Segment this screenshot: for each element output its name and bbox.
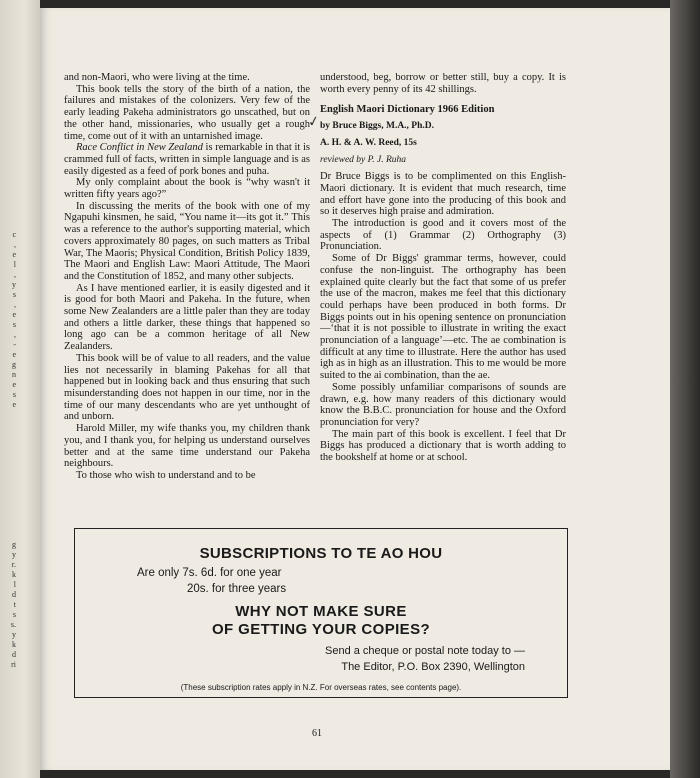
paragraph: My only complaint about the book is “why wasn't it written fifty years ago?”	[64, 177, 310, 201]
call-to-action-line-1: WHY NOT MAKE SURE	[235, 603, 407, 620]
paragraph: This book will be of value to all readers, and the value lies not necessarily in blaming Pakehas for all that happened but in looking back and thus ensuring that such misunderstanding does not happen in our time, nor in the time of our many descendants who are yet unthought of and unborn.	[64, 352, 310, 423]
review-author: by Bruce Biggs, M.A., Ph.D.	[320, 121, 434, 132]
reviewer-credit: reviewed by P. J. Ruha	[320, 154, 407, 165]
margin-letter: g	[12, 360, 16, 369]
bottom-margin-letters	[4, 540, 16, 670]
margin-letter: l	[13, 260, 16, 269]
margin-letter: s	[12, 290, 16, 299]
margin-letter: y	[12, 280, 16, 289]
margin-letter: ,	[14, 240, 16, 249]
paragraph-text: is remarkable in that it is crammed full of facts, written in simple language and is as easily digested as a feed of pork bones and puha.	[64, 142, 310, 177]
pencil-tick-mark: ✓	[306, 114, 321, 131]
price-one-year: Are only 7s. 6d. for one year	[137, 567, 282, 579]
margin-letter: y	[12, 550, 16, 559]
call-to-action-line-2: OF GETTING YOUR COPIES?	[211, 621, 431, 638]
margin-letter: c	[12, 230, 16, 239]
page-number: 61	[312, 728, 322, 739]
margin-letter: l	[13, 580, 16, 589]
margin-letter: n	[12, 370, 16, 379]
margin-letter: s	[12, 320, 16, 329]
paragraph: understood, beg, borrow or better still, buy a copy. It is worth every penny of its 42 shillings.	[320, 72, 566, 95]
paragraph: This book tells the story of the birth of a nation, the failures and mistakes of the colonizers. Very few of the early leading Pakeha administrators go unscathed, but on the other hand, missionaries, who usually get a rough time, come out of it with an untarnished image.	[64, 83, 310, 142]
margin-letter: e	[12, 380, 16, 389]
right-column	[320, 72, 566, 464]
paragraph: To those who wish to understand and to be	[76, 469, 256, 481]
margin-letter: e	[12, 350, 16, 359]
paragraph: In discussing the merits of the book with one of my Ngapuhi kinsmen, he said, “You name it—its got it.” This was a reference to the author's supporting material, which covers approximately 80 pages, on such matters as Tribal War, The Maoris; Physical Condition, British Policy 1839, The Maori and English Law: Maori Attitude, The Maori and the Constitution of 1852, and many other subjects.	[64, 200, 310, 282]
page-binding-edge	[0, 0, 40, 778]
send-instructions: Send a cheque or postal note today to —	[325, 645, 525, 657]
paragraph: The main part of this book is excellent. I feel that Dr Biggs has produced a dictionary that is worth adding to the bookshelf at home or at school.	[320, 428, 566, 464]
editor-address: The Editor, P.O. Box 2390, Wellington	[341, 661, 525, 673]
margin-letter: ,	[14, 270, 16, 279]
subscription-title: SUBSCRIPTIONS TO TE AO HOU	[199, 545, 443, 562]
paragraph: Dr Bruce Biggs is to be complimented on this English-Maori dictionary. It is evident that much research, time and effort have gone into the producing of this book and so it deserves high praise and admiration.	[320, 171, 566, 218]
margin-letter: ,	[14, 300, 16, 309]
rates-note: (These subscription rates apply in N.Z. For overseas rates, see contents page).	[180, 683, 462, 692]
scan-dark-edge	[670, 0, 700, 778]
margin-letter: g	[12, 540, 16, 549]
margin-letter: k	[12, 640, 16, 649]
margin-letter: s.	[10, 620, 16, 629]
margin-letter: e	[12, 310, 16, 319]
margin-letter: t	[13, 600, 16, 609]
paragraph: Harold Miller, my wife thanks you, my children thank you, and I thank you, for helping us understand ourselves better and at the same time understand our Pakeha neighbours.	[64, 423, 310, 470]
margin-letter: -	[13, 340, 16, 349]
review-publisher: A. H. & A. W. Reed, 15s	[320, 137, 417, 148]
margin-letter: s	[12, 390, 16, 399]
paragraph: Some possibly unfamiliar comparisons of sounds are drawn, e.g. how many readers of this dictionary would know the B.B.C. pronunciation for house and the Oxford pronunciation for very?	[320, 381, 566, 428]
left-margin-letters	[4, 230, 16, 410]
margin-letter: r.	[11, 560, 16, 569]
subscription-advert	[74, 528, 568, 698]
margin-letter: y	[12, 630, 16, 639]
price-three-years: 20s. for three years	[187, 583, 287, 595]
book-title: Race Conflict in New Zealand	[76, 142, 203, 154]
review-title: English Maori Dictionary 1966 Edition	[320, 104, 495, 116]
margin-letter: d	[12, 650, 16, 659]
paragraph: As I have mentioned earlier, it is easily digested and it is good for both Maori and Pakeha. In the future, when some New Zealanders are a little paler than they are today and others a little darker, these things that happened so long ago can be a common heritage of all New Zealanders.	[64, 282, 310, 353]
margin-letter: e	[12, 400, 16, 409]
magazine-page	[40, 8, 670, 770]
margin-letter: e	[12, 250, 16, 259]
paragraph: and non-Maori, who were living at the time.	[64, 72, 250, 83]
left-column	[64, 72, 310, 482]
margin-letter: s	[12, 610, 16, 619]
margin-letter: k	[12, 570, 16, 579]
margin-letter: ,	[14, 330, 16, 339]
margin-letter: d	[12, 590, 16, 599]
margin-letter: ri	[11, 660, 16, 669]
paragraph: The introduction is good and it covers most of the aspects of (1) Grammar (2) Orthography (3) Pronunciation.	[320, 218, 566, 253]
paragraph	[64, 142, 310, 177]
paragraph: Some of Dr Biggs' grammar terms, however, could confuse the non-linguist. The orthography has been explained quite clearly but the fact that some of us prefer the use of the macron, makes me feel that this dictionary could perhaps have been produced in both forms. Dr Biggs points out in his opening sentence on pronunciation—‘that it is not possible to illustrate in writing the exact pronunciation of a language’—etc. The ae combination is difficult at any time to illustrate. Here the author has used igh as in high as an illustration. This to me would be more suited to the ai combination, than the ae.	[320, 253, 566, 382]
